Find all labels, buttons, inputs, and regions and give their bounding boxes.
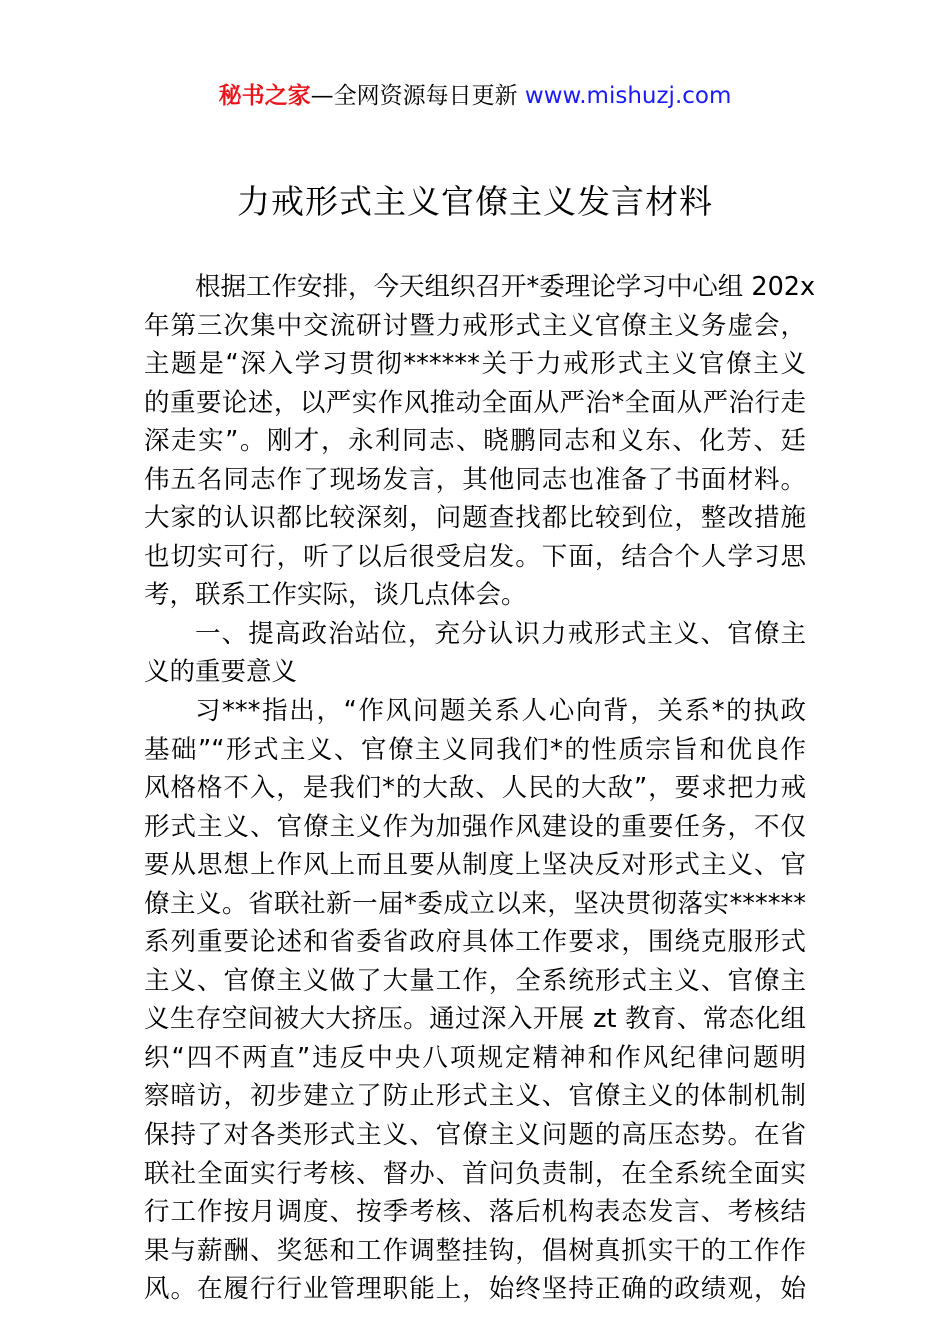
body-line: 深走实”。刚才，永利同志、晓鹏同志和义东、化芳、廷 <box>144 426 806 457</box>
body-line: 主义、官僚主义做了大量工作，全系统形式主义、官僚主 <box>144 965 806 996</box>
header-tagline: —全网资源每日更新 <box>310 83 518 109</box>
body-line: 也切实可行，听了以后很受启发。下面，结合个人学习思 <box>144 541 806 572</box>
site-header <box>0 80 950 112</box>
body-line: 风。在履行行业管理职能上，始终坚持正确的政绩观，始 <box>144 1274 806 1305</box>
body-line: 行工作按月调度、按季考核、落后机构表态发言、考核结 <box>144 1197 806 1228</box>
body-line: 察暗访，初步建立了防止形式主义、官僚主义的体制机制 <box>144 1081 806 1112</box>
body-line: 伟五名同志作了现场发言，其他同志也准备了书面材料。 <box>144 464 806 495</box>
body-line: 系列重要论述和省委省政府具体工作要求，围绕克服形式 <box>144 927 806 958</box>
body-line: 形式主义、官僚主义作为加强作风建设的重要任务，不仅 <box>144 811 806 842</box>
body-line: 一、提高政治站位，充分认识力戒形式主义、官僚主 <box>195 618 806 649</box>
body-line: 根据工作安排，今天组织召开*委理论学习中心组 202x <box>195 272 816 302</box>
body-line: 保持了对各类形式主义、官僚主义问题的高压态势。在省 <box>144 1120 806 1151</box>
body-line: 僚主义。省联社新一届*委成立以来，坚决贯彻落实****** <box>144 888 806 919</box>
body-line: 风格格不入，是我们*的大敌、人民的大敌”，要求把力戒 <box>144 773 806 804</box>
site-url-link[interactable]: www.mishuzj.com <box>524 83 732 109</box>
body-line: 联社全面实行考核、督办、首问负责制，在全系统全面实 <box>144 1158 806 1189</box>
document-title: 力戒形式主义官僚主义发言材料 <box>237 182 713 221</box>
body-line: 考，联系工作实际，谈几点体会。 <box>144 580 527 611</box>
body-line: 主题是“深入学习贯彻******关于力戒形式主义官僚主义 <box>144 349 806 380</box>
body-line: 义的重要意义 <box>144 657 298 688</box>
body-line: 年第三次集中交流研讨暨力戒形式主义官僚主义务虚会， <box>144 310 806 341</box>
body-line: 果与薪酬、奖惩和工作调整挂钩，倡树真抓实干的工作作 <box>144 1235 806 1266</box>
body-line: 要从思想上作风上而且要从制度上坚决反对形式主义、官 <box>144 850 806 881</box>
body-line: 基础”“形式主义、官僚主义同我们*的性质宗旨和优良作 <box>144 734 806 765</box>
brand-name: 秘书之家 <box>218 83 311 109</box>
body-line: 织“四不两直”违反中央八项规定精神和作风纪律问题明 <box>144 1042 806 1073</box>
body-line: 的重要论述，以严实作风推动全面从严治*全面从严治行走 <box>144 387 806 418</box>
document-body <box>144 268 816 1309</box>
body-line: 习***指出，“作风问题关系人心向背，关系*的执政 <box>195 696 806 727</box>
body-line: 义生存空间被大大挤压。通过深入开展 zt 教育、常态化组 <box>144 1004 806 1035</box>
body-line: 大家的认识都比较深刻，问题查找都比较到位，整改措施 <box>144 503 806 534</box>
